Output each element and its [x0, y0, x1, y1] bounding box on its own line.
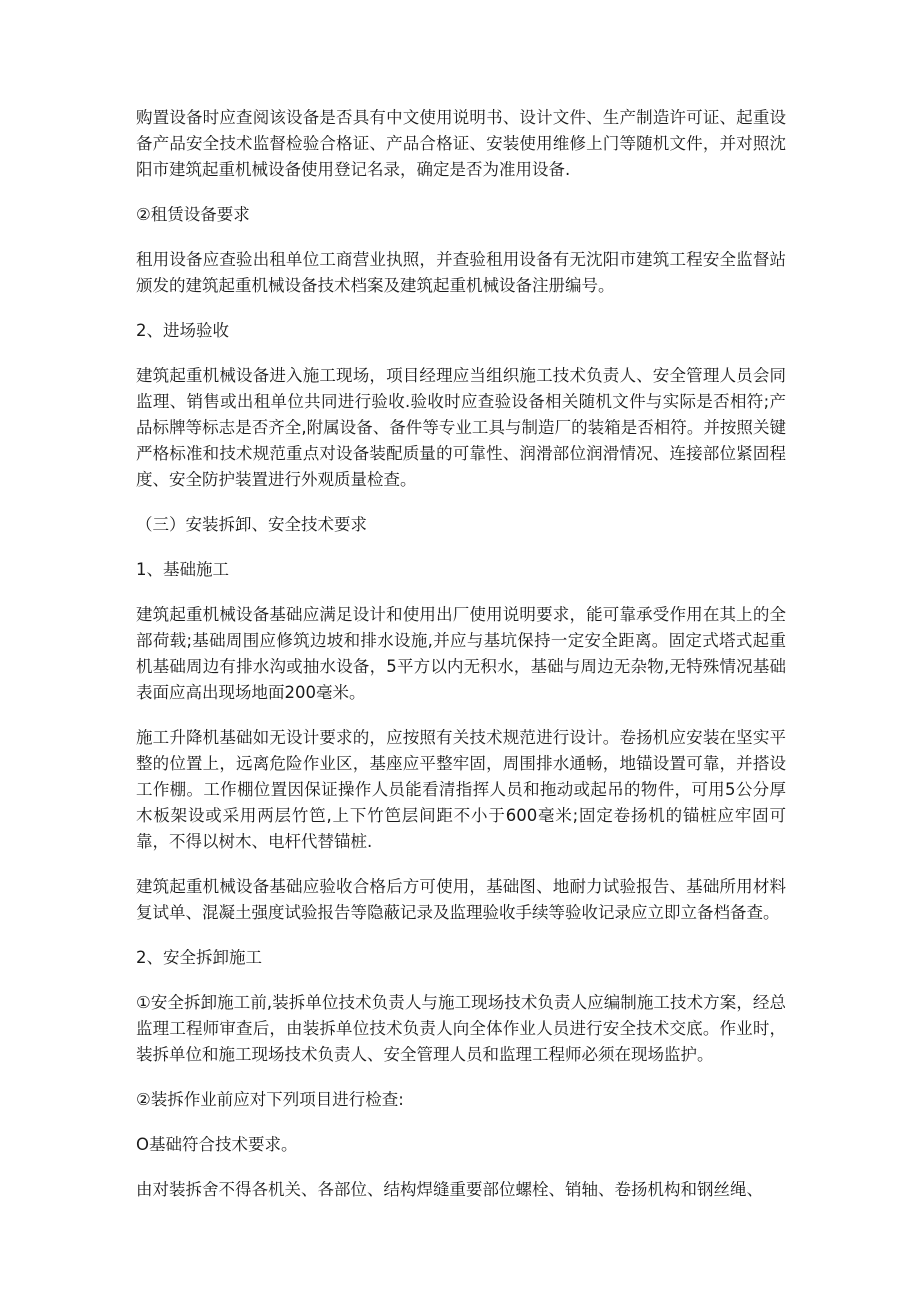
- heading-safe-dismantling: 2、安全拆卸施工: [136, 948, 262, 967]
- heading-pre-dismantling-checks: ②装拆作业前应对下列项目进行检查:: [136, 1090, 404, 1109]
- paragraph-component-inspection: 由对装拆舍不得各机关、各部位、结构焊缝重要部位螺栓、销轴、卷扬机构和钢丝绳、: [136, 1180, 763, 1199]
- heading-site-acceptance: 2、进场验收: [136, 321, 229, 340]
- paragraph-purchase-check: 购置设备时应查阅该设备是否具有中文使用说明书、设计文件、生产制造许可证、起重设备产品安全技术监督检验合格证、产品合格证、安装使用维修上门等随机文件，并对照沈阳市建筑起重机械设备使用登记名录，确定是否为准用设备.: [136, 108, 786, 179]
- document-page: [136, 105, 786, 1203]
- paragraph-foundation-requirements: 建筑起重机械设备基础应满足设计和使用出厂使用说明要求，能可靠承受作用在其上的全部荷载;基础周围应修筑边坡和排水设施,并应与基坑保持一定安全距离。固定式塔式起重机基础周边有排水沟或抽水设备，5平方以内无积水，基础与周边无杂物,无特殊情况基础表面应高出现场地面200毫米。: [136, 605, 786, 702]
- paragraph-foundation-acceptance: 建筑起重机械设备基础应验收合格后方可使用，基础图、地耐力试验报告、基础所用材料复试单、混凝土强度试验报告等隐蔽记录及监理验收手续等验收记录应立即立备档备查。: [136, 877, 786, 922]
- heading-foundation-construction: 1、基础施工: [136, 560, 229, 579]
- paragraph-rental-check: 租用设备应查验出租单位工商营业执照，并查验租用设备有无沈阳市建筑工程安全监督站颁发的建筑起重机械设备技术档案及建筑起重机械设备注册编号。: [136, 250, 786, 295]
- paragraph-dismantling-plan: ①安全拆卸施工前,装拆单位技术负责人与施工现场技术负责人应编制施工技术方案，经总监理工程师审查后，由装拆单位技术负责人向全体作业人员进行安全技术交底。作业时，装拆单位和施工现场技术负责人、安全管理人员和监理工程师必须在现场监护。: [136, 993, 786, 1064]
- paragraph-hoist-foundation: 施工升降机基础如无设计要求的，应按照有关技术规范进行设计。卷扬机应安装在坚实平整的位置上，远离危险作业区，基座应平整牢固，周围排水通畅，地锚设置可靠，并搭设工作棚。工作棚位置因保证操作人员能看清指挥人员和拖动或起吊的物件，可用5公分厚木板架设或采用两层竹笆,上下竹笆层间距不小于600毫米;固定卷扬机的锚桩应牢固可靠，不得以树木、电杆代替锚桩.: [136, 728, 786, 851]
- paragraph-site-acceptance: 建筑起重机械设备进入施工现场，项目经理应当组织施工技术负责人、安全管理人员会同监理、销售或出租单位共同进行验收.验收时应查验设备相关随机文件与实际是否相符;产品标牌等标志是否齐全,附属设备、备件等专业工具与制造厂的装箱是否相符。并按照关键严格标准和技术规范重点对设备装配质量的可靠性、润滑部位润滑情况、连接部位紧固程度、安全防护装置进行外观质量检查。: [136, 366, 786, 489]
- heading-installation-safety: （三）安装拆卸、安全技术要求: [136, 515, 367, 534]
- heading-rental-requirements: ②租赁设备要求: [136, 205, 250, 224]
- paragraph-foundation-compliance: O基础符合技术要求。: [136, 1135, 298, 1154]
